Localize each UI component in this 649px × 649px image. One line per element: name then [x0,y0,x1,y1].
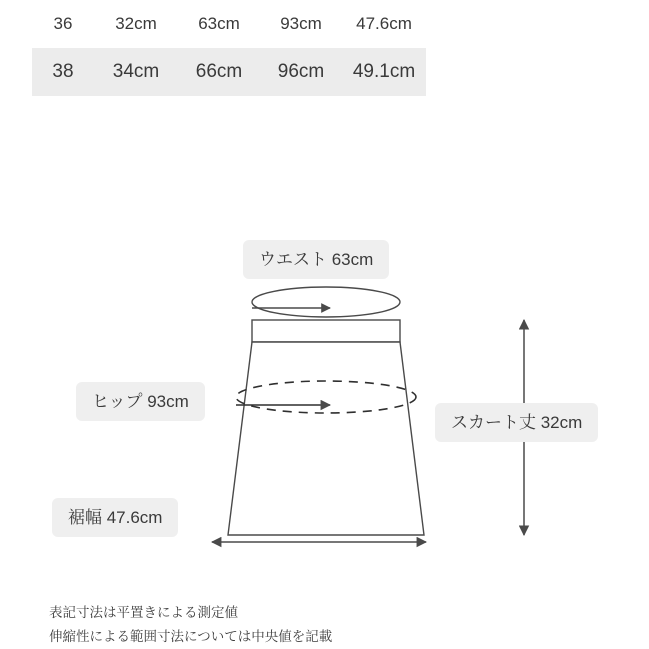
cell-waist: 66cm [178,48,260,96]
footnote-line-2: 伸縮性による範囲寸法については中央値を記載 [49,628,333,644]
label-hem: 裾幅 47.6cm [52,498,178,537]
cell-size: 36 [32,0,94,48]
table-row [32,48,426,96]
size-table [32,0,426,96]
cell-hem: 49.1cm [342,48,426,96]
label-waist: ウエスト 63cm [243,240,389,279]
skirt-outline [228,320,424,535]
cell-hip: 96cm [260,48,342,96]
table-row [32,0,426,48]
waist-measure-ellipse [252,287,400,317]
cell-hem: 47.6cm [342,0,426,48]
label-length: スカート丈 32cm [435,403,598,442]
cell-waist: 63cm [178,0,260,48]
cell-length: 32cm [94,0,178,48]
footnote-line-1: 表記寸法は平置きによる測定値 [49,605,238,620]
label-hip: ヒップ 93cm [76,382,205,421]
cell-hip: 93cm [260,0,342,48]
cell-size: 38 [32,48,94,96]
footnotes [49,601,332,648]
cell-length: 34cm [94,48,178,96]
